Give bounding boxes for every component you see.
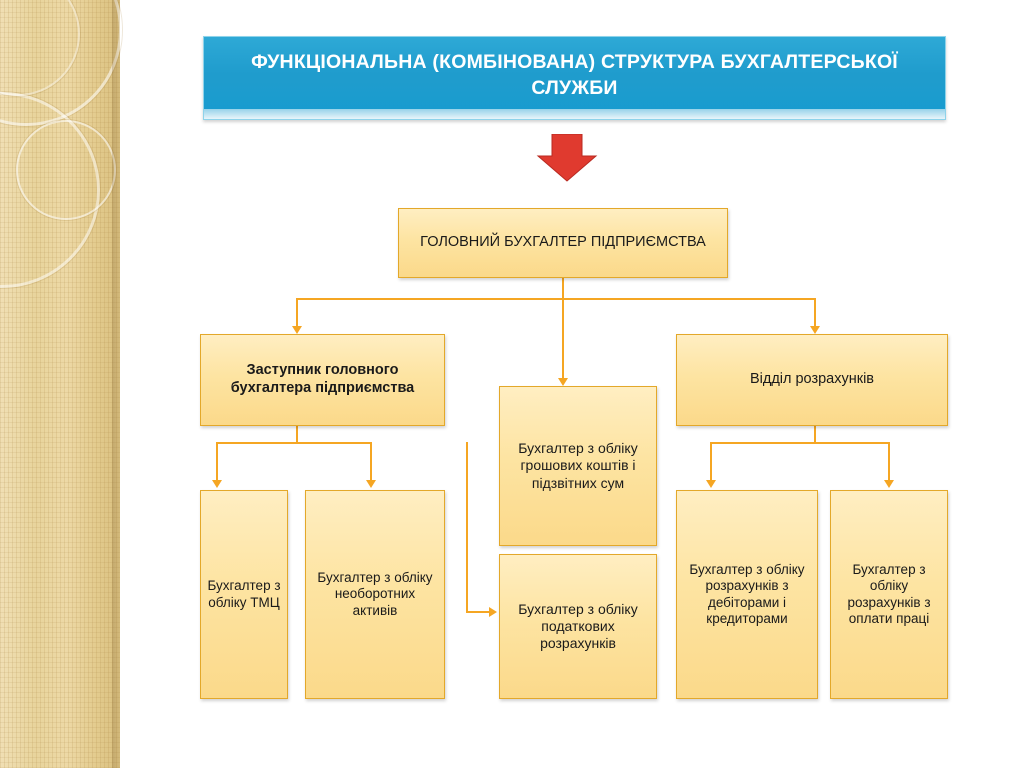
node-payroll-accountant[interactable] (830, 490, 948, 699)
node-inventory-accountant[interactable] (200, 490, 288, 699)
connector-arrowhead (366, 480, 376, 488)
connector-line (370, 442, 372, 480)
connector-line (466, 611, 490, 613)
node-label: Бухгалтер з обліку податкових розрахунків (518, 600, 638, 652)
slide-title-banner (203, 36, 946, 120)
decorative-ring (16, 120, 116, 220)
node-label: Бухгалтер з обліку розрахунків з дебіторами і кредиторами (689, 561, 805, 626)
connector-line (296, 426, 298, 442)
slide-title: ФУНКЦІОНАЛЬНА (КОМБІНОВАНА) СТРУКТУРА БУХГАЛТЕРСЬКОЇ СЛУЖБИ (251, 50, 898, 99)
connector-line (562, 278, 564, 298)
node-settlements-department[interactable] (676, 334, 948, 426)
connector-line (814, 426, 816, 442)
node-chief-accountant[interactable] (398, 208, 728, 278)
connector-line (710, 442, 890, 444)
connector-line (710, 442, 712, 480)
node-label: Бухгалтер з обліку необоротних активів (317, 569, 433, 618)
connector-arrowhead (706, 480, 716, 488)
node-label: Бухгалтер з обліку розрахунків з оплати праці (847, 561, 931, 626)
connector-arrowhead (884, 480, 894, 488)
connector-arrowhead (489, 607, 497, 617)
node-cash-accountant[interactable] (499, 386, 657, 546)
connector-arrowhead (558, 378, 568, 386)
connector-arrowhead (212, 480, 222, 488)
node-label: ГОЛОВНИЙ БУХГАЛТЕР ПІДПРИЄМСТВА (420, 234, 706, 251)
connector-line (814, 298, 816, 326)
red-down-arrow-icon (536, 134, 598, 182)
connector-line (296, 298, 298, 326)
node-label: Бухгалтер з обліку ТМЦ (207, 578, 281, 610)
node-label: Бухгалтер з обліку грошових коштів і підзвітних сум (518, 440, 638, 491)
connector-line (562, 298, 564, 378)
connector-line (466, 442, 468, 612)
node-deputy-chief-accountant[interactable] (200, 334, 445, 426)
connector-arrowhead (810, 326, 820, 334)
connector-line (216, 442, 372, 444)
node-debtors-creditors-accountant[interactable] (676, 490, 818, 699)
decorative-band-edge (112, 0, 120, 768)
node-tax-accountant[interactable] (499, 554, 657, 699)
node-label: Відділ розрахунків (749, 371, 875, 388)
connector-line (296, 298, 816, 300)
node-noncurrent-assets-accountant[interactable] (305, 490, 445, 699)
connector-arrowhead (292, 326, 302, 334)
node-label: Заступник головного бухгалтера підприємства (230, 362, 415, 396)
connector-line (216, 442, 218, 480)
connector-line (888, 442, 890, 480)
